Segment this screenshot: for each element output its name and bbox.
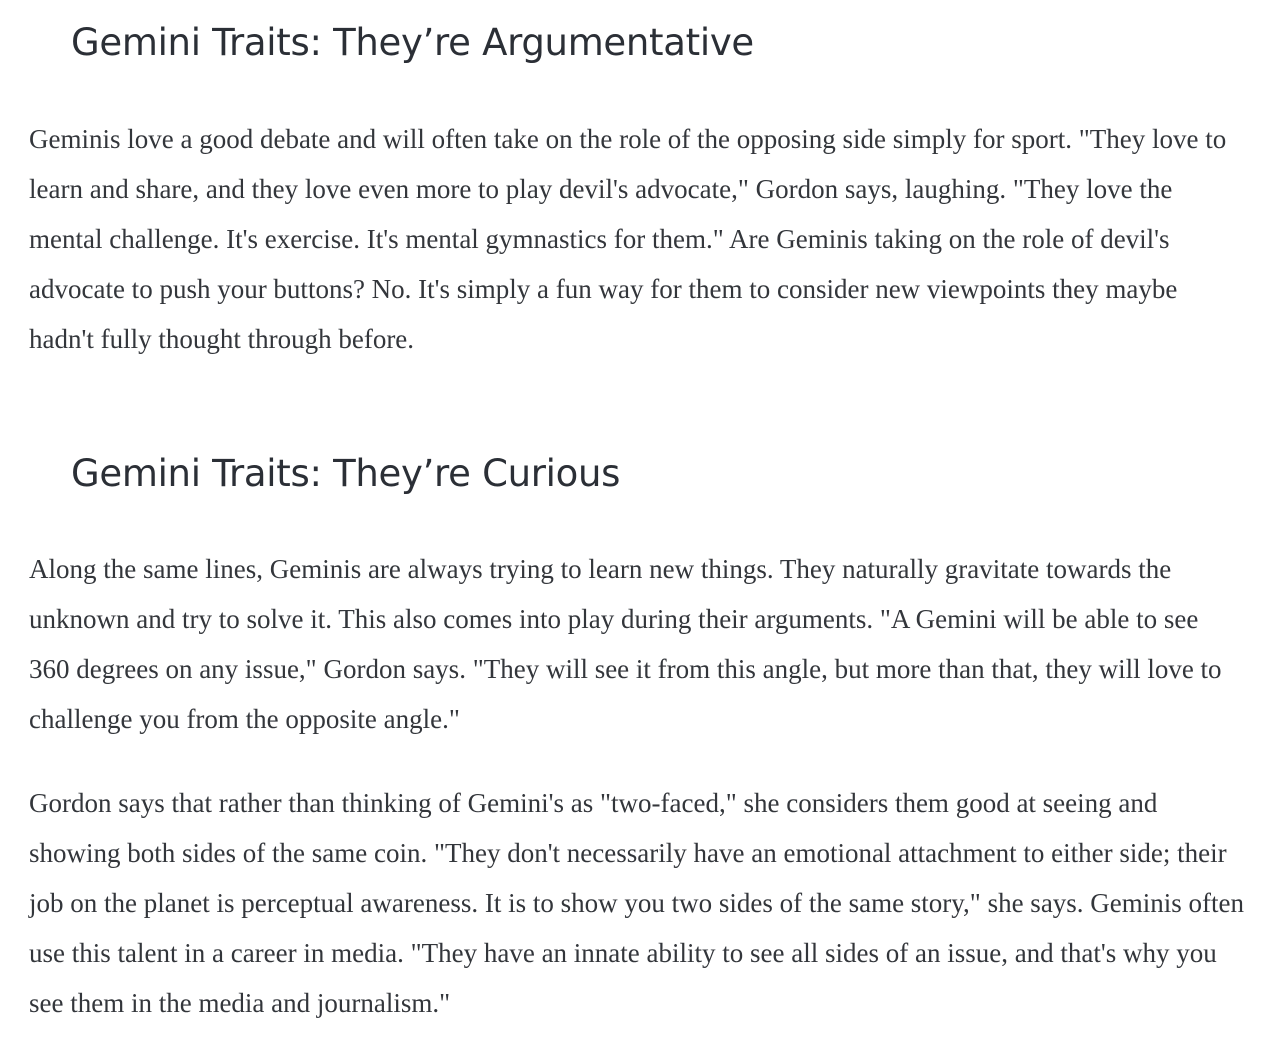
section-heading-argumentative: Gemini Traits: They’re Argumentative — [71, 21, 754, 64]
paragraph-curious-2: Gordon says that rather than thinking of Gemini's as "two-faced," she considers them good at seeing and showing both sides of the same coin. "They don't necessarily have an emotional attachment to either side; their job on the planet is perceptual awareness. It is to show you two sides of the same story," she says. Geminis often use this talent in a career in media. "They have an innate ability to see all sides of an issue, and that's why you see them in the media and journalism." — [29, 788, 1245, 1018]
section-heading-curious: Gemini Traits: They’re Curious — [71, 452, 621, 495]
paragraph-argumentative: Geminis love a good debate and will often take on the role of the opposing side simply for sport. "They love to learn and share, and they love even more to play devil's advocate," Gordon says, laughing. "They love the mental challenge. It's exercise. It's mental gymnastics for them." Are Geminis taking on the role of devil's advocate to push your buttons? No. It's simply a fun way for them to consider new viewpoints they maybe hadn't fully thought through before. — [29, 124, 1227, 354]
paragraph-curious-1: Along the same lines, Geminis are always trying to learn new things. They naturally gravitate towards the unknown and try to solve it. This also comes into play during their arguments. "A Gemini will be able to see 360 degrees on any issue," Gordon says. "They will see it from this angle, but more than that, they will love to challenge you from the opposite angle." — [29, 554, 1222, 734]
